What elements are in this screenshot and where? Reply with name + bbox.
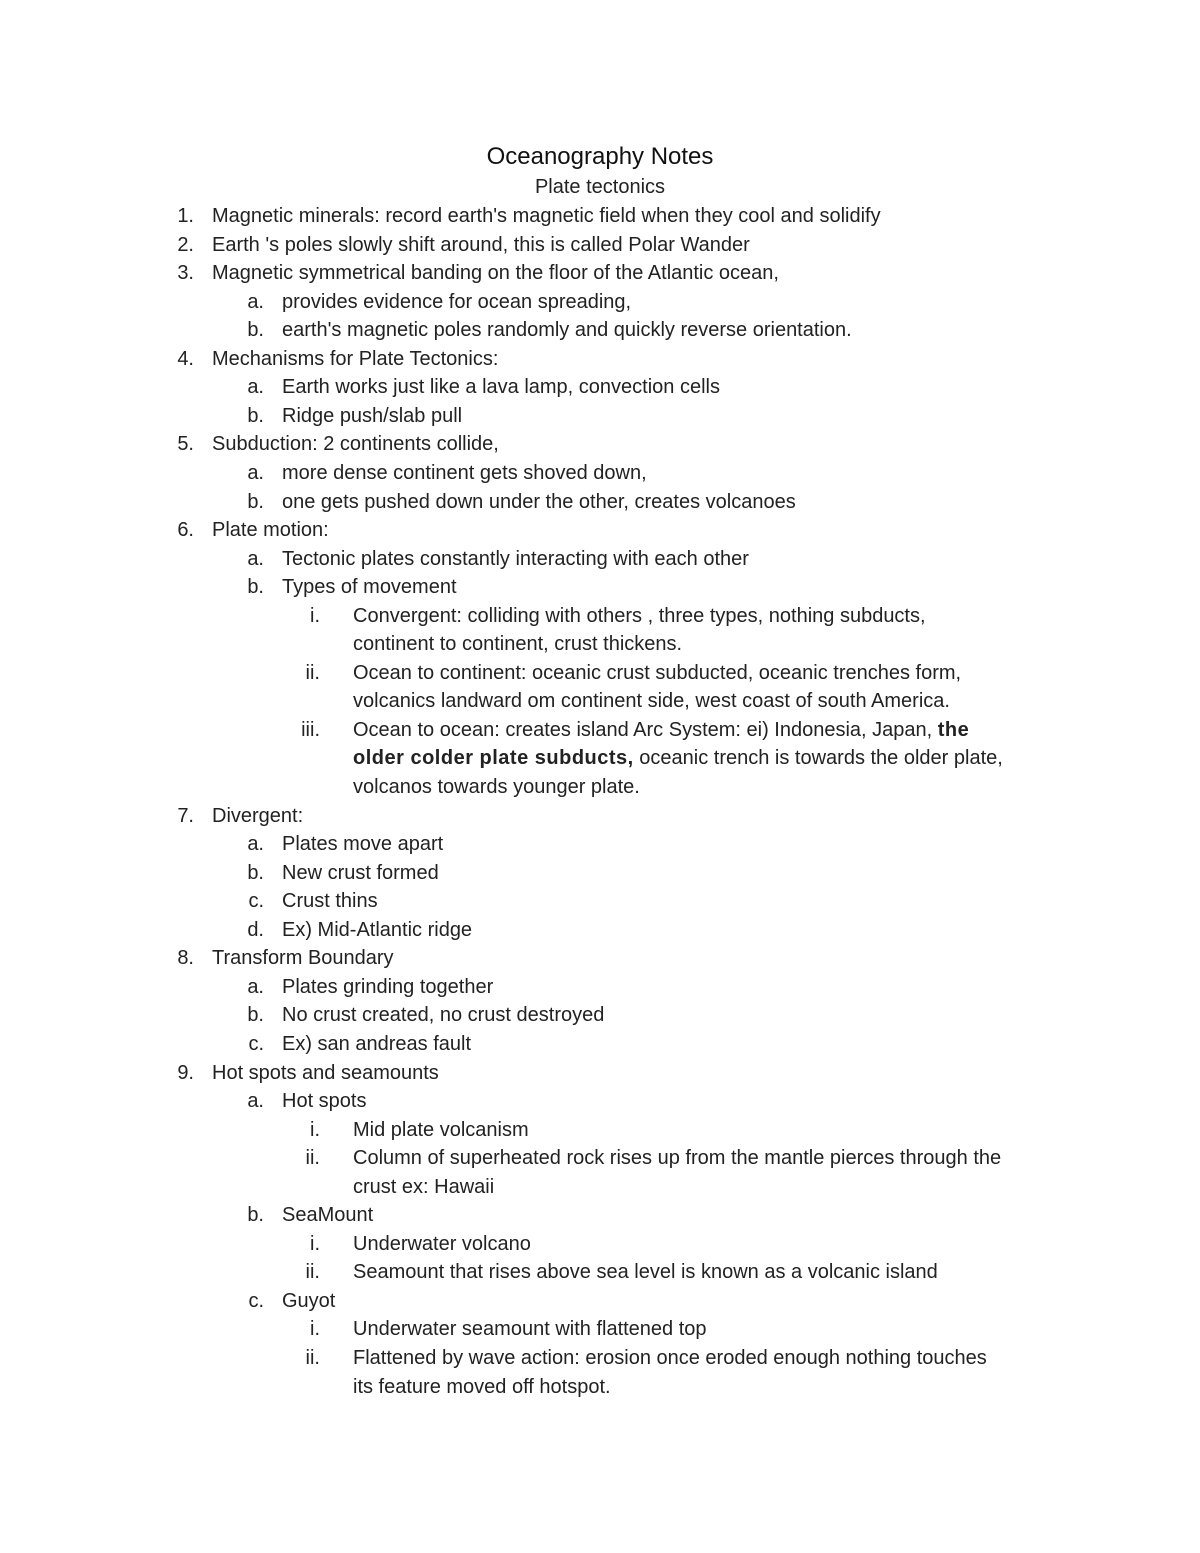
list-marker: 1.: [177, 205, 194, 227]
list-marker: 6.: [177, 519, 194, 541]
list-item-text: Ex) Mid-Atlantic ridge: [282, 919, 473, 941]
list-item-text: SeaMount: [282, 1204, 374, 1226]
bold-emphasis: older colder plate subducts,: [353, 747, 634, 769]
list-item-text: volcanos towards younger plate.: [353, 776, 640, 798]
document-subtitle: Plate tectonics: [534, 176, 666, 198]
list-item-text: earth's magnetic poles randomly and quickly reverse orientation.: [282, 319, 852, 341]
list-marker: i.: [310, 1318, 320, 1340]
list-item-text: Subduction: 2 continents collide,: [212, 433, 499, 455]
list-item-text: more dense continent gets shoved down,: [282, 462, 647, 484]
list-item-text: Column of superheated rock rises up from the mantle pierces through the: [353, 1147, 1002, 1169]
list-marker: b.: [247, 491, 264, 513]
document-title: Oceanography Notes: [486, 143, 714, 170]
list-item-text: Hot spots and seamounts: [212, 1062, 439, 1084]
list-item-text: Plates move apart: [282, 833, 444, 855]
list-marker: i.: [310, 605, 320, 627]
list-item-text: Underwater volcano: [353, 1233, 531, 1255]
list-item-text: Ex) san andreas fault: [282, 1033, 471, 1055]
list-marker: b.: [247, 576, 264, 598]
list-marker: a.: [247, 462, 264, 484]
list-item-text: Types of movement: [282, 576, 457, 598]
list-item-text: crust ex: Hawaii: [353, 1176, 495, 1198]
list-item-text: Underwater seamount with flattened top: [353, 1318, 707, 1340]
list-item-text: Crust thins: [282, 890, 378, 912]
list-item-text: Earth works just like a lava lamp, convection cells: [282, 376, 720, 398]
list-marker: iii.: [301, 719, 320, 741]
list-item-text: its feature moved off hotspot.: [353, 1376, 611, 1398]
list-item-text: continent to continent, crust thickens.: [353, 633, 683, 655]
list-marker: d.: [247, 919, 264, 941]
list-marker: 3.: [177, 262, 194, 284]
list-item-text: Transform Boundary: [212, 947, 394, 969]
list-item-text: Mechanisms for Plate Tectonics:: [212, 348, 499, 370]
list-item-text: Convergent: colliding with others , three types, nothing subducts,: [353, 605, 926, 627]
list-item-text: Magnetic minerals: record earth's magnetic field when they cool and solidify: [212, 205, 881, 227]
plain-text: Ocean to ocean: creates island Arc System: ei) Indonesia, Japan,: [353, 719, 938, 741]
list-item-text: Flattened by wave action: erosion once eroded enough nothing touches: [353, 1347, 987, 1369]
list-item-text: New crust formed: [282, 862, 439, 884]
list-marker: a.: [247, 376, 264, 398]
list-item-text: Plate motion:: [212, 519, 329, 541]
list-item-text: volcanics landward om continent side, west coast of south America.: [353, 690, 950, 712]
list-item-text: Ridge push/slab pull: [282, 405, 463, 427]
list-item-text: Ocean to continent: oceanic crust subducted, oceanic trenches form,: [353, 662, 962, 684]
list-marker: a.: [247, 976, 264, 998]
list-marker: 5.: [177, 433, 194, 455]
list-item-text: Hot spots: [282, 1090, 367, 1112]
list-marker: i.: [310, 1233, 320, 1255]
list-item-text: Plates grinding together: [282, 976, 494, 998]
list-marker: ii.: [305, 662, 320, 684]
list-marker: i.: [310, 1119, 320, 1141]
list-marker: 4.: [177, 348, 194, 370]
list-marker: b.: [247, 1204, 264, 1226]
list-marker: 7.: [177, 805, 194, 827]
list-item-text: Seamount that rises above sea level is known as a volcanic island: [353, 1261, 938, 1283]
list-item-text: [353, 716, 969, 744]
list-marker: 9.: [177, 1062, 194, 1084]
list-item-text: [353, 744, 1003, 772]
list-item-text: Guyot: [282, 1290, 336, 1312]
bold-emphasis: the: [937, 719, 970, 741]
list-marker: a.: [247, 291, 264, 313]
list-item-text: Divergent:: [212, 805, 304, 827]
list-marker: ii.: [305, 1147, 320, 1169]
list-item-text: Mid plate volcanism: [353, 1119, 529, 1141]
list-item-text: Tectonic plates constantly interacting with each other: [282, 548, 749, 570]
list-marker: 2.: [177, 234, 194, 256]
list-item-text: No crust created, no crust destroyed: [282, 1004, 605, 1026]
list-marker: ii.: [305, 1261, 320, 1283]
list-marker: ii.: [305, 1347, 320, 1369]
list-marker: c.: [248, 1290, 264, 1312]
list-item-text: Magnetic symmetrical banding on the floor of the Atlantic ocean,: [212, 262, 779, 284]
list-marker: 8.: [177, 947, 194, 969]
list-marker: a.: [247, 833, 264, 855]
list-marker: a.: [247, 1090, 264, 1112]
list-item-text: one gets pushed down under the other, creates volcanoes: [282, 491, 796, 513]
list-marker: b.: [247, 862, 264, 884]
plain-text: oceanic trench is towards the older plate,: [633, 747, 1003, 769]
list-marker: a.: [247, 548, 264, 570]
list-marker: b.: [247, 1004, 264, 1026]
list-marker: c.: [248, 1033, 264, 1055]
list-item-text: Earth 's poles slowly shift around, this is called Polar Wander: [212, 234, 750, 256]
list-item-text: provides evidence for ocean spreading,: [282, 291, 632, 313]
list-marker: b.: [247, 405, 264, 427]
list-marker: b.: [247, 319, 264, 341]
list-marker: c.: [248, 890, 264, 912]
